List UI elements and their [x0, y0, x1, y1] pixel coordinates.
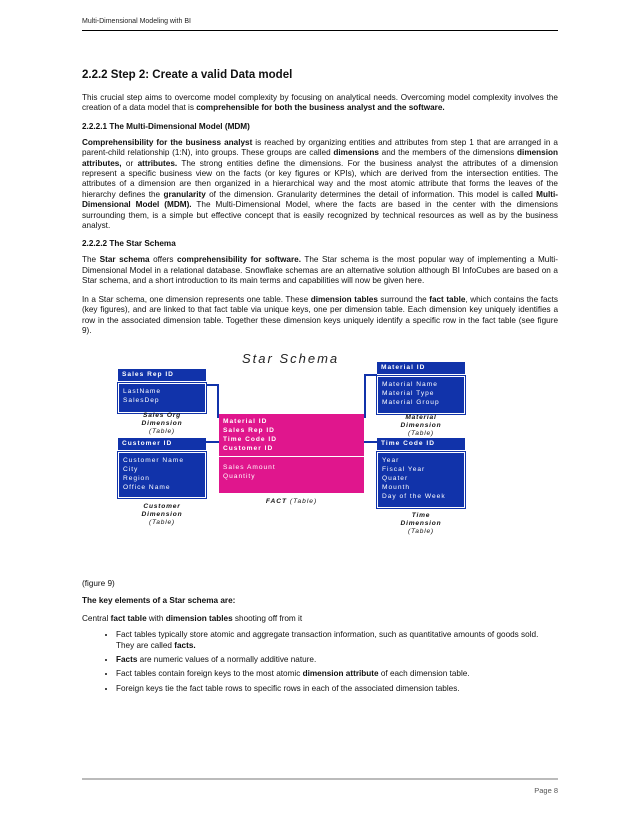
material-dimension-table	[377, 376, 465, 414]
material-dimension-caption: Material Dimension (Table)	[400, 414, 442, 438]
fact-table-keys	[219, 414, 364, 456]
fact-key: Time Code ID	[223, 436, 278, 444]
list-item: • Fact tables typically store atomic and aggregate transaction information, such as quantitative amounts of goods sold. They are called facts.	[116, 630, 558, 651]
time-attr: Mounth	[382, 484, 410, 492]
customer-attr: Office Name	[123, 484, 171, 492]
sales-dimension-caption: Sales Org Dimension (Table)	[141, 412, 183, 436]
time-attr: Year	[382, 457, 400, 465]
figure-caption: (figure 9)	[82, 579, 115, 589]
material-key-header: Material ID	[377, 362, 465, 374]
key-elements-intro: Central fact table with dimension tables shooting off from it	[82, 613, 303, 623]
time-attr: Quater	[382, 475, 409, 483]
sales-dimension-table	[118, 383, 206, 413]
connector-line	[364, 374, 366, 418]
fact-measure: Sales Amount	[223, 464, 276, 472]
time-dimension-caption: Time Dimension (Table)	[400, 512, 442, 536]
mdm-paragraph: Comprehensibility for the business analyst is reached by organizing entities and attributes from step 1 that are arranged in a parent-child relationship (1:N), into groups. These groups are called dimensions and the members of the dimensions dimension attributes, or attributes. The strong entities define the dimensions. For the business analyst the attributes of a dimension represent a specific business view on the facts (or key figures or KPIs), which are derived from the intersection entities. The attributes of a dimension are then organized in a hierarchical way and the most atomic attribute that forms the leaves of the hierarchy defines the granularity of the dimension. Granularity determines the detail of information. This model is called Multi-Dimensional Model (MDM). The Multi-Dimensional Model, where the facts are based in the center with the dimensions surrounding them, is a simple but effective concept that is easily recognized by technical resources as well as by the business analyst.	[82, 137, 558, 231]
material-attr: Material Type	[382, 390, 435, 398]
sales-rep-key-header: Sales Rep ID	[118, 369, 206, 381]
sales-attr: LastName	[123, 388, 162, 396]
fact-key: Sales Rep ID	[223, 427, 275, 435]
intro-paragraph: This crucial step aims to overcome model complexity by focusing on analytical needs. Overcoming model complexity involves the creation of a data model that is comprehensible for both the business analyst and the software.	[82, 93, 558, 113]
section-title: 2.2.2 Step 2: Create a valid Data model	[82, 69, 293, 81]
customer-attr: Customer Name	[123, 457, 185, 465]
star-schema-diagram	[82, 346, 558, 571]
connector-line	[217, 384, 219, 418]
fact-key: Customer ID	[223, 445, 274, 453]
subsection-title-star: 2.2.2.2 The Star Schema	[82, 239, 176, 249]
star-paragraph-2: In a Star schema, one dimension represents one table. These dimension tables surround the fact table, which contains the facts (key figures), and are linked to that fact table via unique keys, one per dimension table. Each dimension key uniquely identifies a row in the associated dimension table. Together these dimension keys uniquely identify a specific row in the fact table (see figure 9).	[82, 294, 558, 335]
customer-attr: Region	[123, 475, 150, 483]
time-attr: Fiscal Year	[382, 466, 426, 474]
customer-key-header: Customer ID	[118, 438, 206, 450]
fact-key: Material ID	[223, 418, 268, 426]
connector-line	[206, 441, 219, 443]
list-item: • Foreign keys tie the fact table rows to specific rows in each of the associated dimension tables.	[116, 684, 558, 694]
header-divider	[82, 30, 558, 31]
list-item: • Fact tables contain foreign keys to the most atomic dimension attribute of each dimension table.	[116, 669, 558, 679]
key-elements-heading: The key elements of a Star schema are:	[82, 596, 236, 606]
customer-dimension-caption: Customer Dimension (Table)	[141, 503, 183, 527]
time-attr: Day of the Week	[382, 493, 446, 501]
running-header: Multi-Dimensional Modeling with BI	[82, 18, 191, 25]
page-content	[82, 69, 558, 698]
footer-divider	[82, 778, 558, 780]
fact-measure: Quantity	[223, 473, 256, 481]
customer-dimension-table	[118, 452, 206, 498]
fact-table-caption: FACT (Table)	[265, 498, 318, 506]
list-item: • Facts are numeric values of a normally additive nature.	[116, 655, 558, 665]
customer-attr: City	[123, 466, 139, 474]
connector-line	[364, 441, 377, 443]
fact-table-measures	[219, 456, 364, 493]
page-number: Page 8	[534, 786, 558, 795]
key-elements-list	[82, 630, 558, 694]
subsection-title-mdm: 2.2.2.1 The Multi-Dimensional Model (MDM)	[82, 121, 250, 131]
time-key-header: Time Code ID	[377, 438, 465, 450]
sales-attr: SalesDep	[123, 397, 160, 405]
time-dimension-table	[377, 452, 465, 508]
material-attr: Material Name	[382, 381, 438, 389]
material-attr: Material Group	[382, 399, 440, 407]
diagram-title: Star Schema	[242, 351, 340, 367]
star-paragraph-1: The Star schema offers comprehensibility for software. The Star schema is the most popular way of implementing a Multi-Dimensional Model in a relational database. Snowflake schemas are an alternative solution although BI InfoCubes are based on a Star schema, and a short introduction to its main terms and capabilities will now be given here.	[82, 255, 558, 286]
